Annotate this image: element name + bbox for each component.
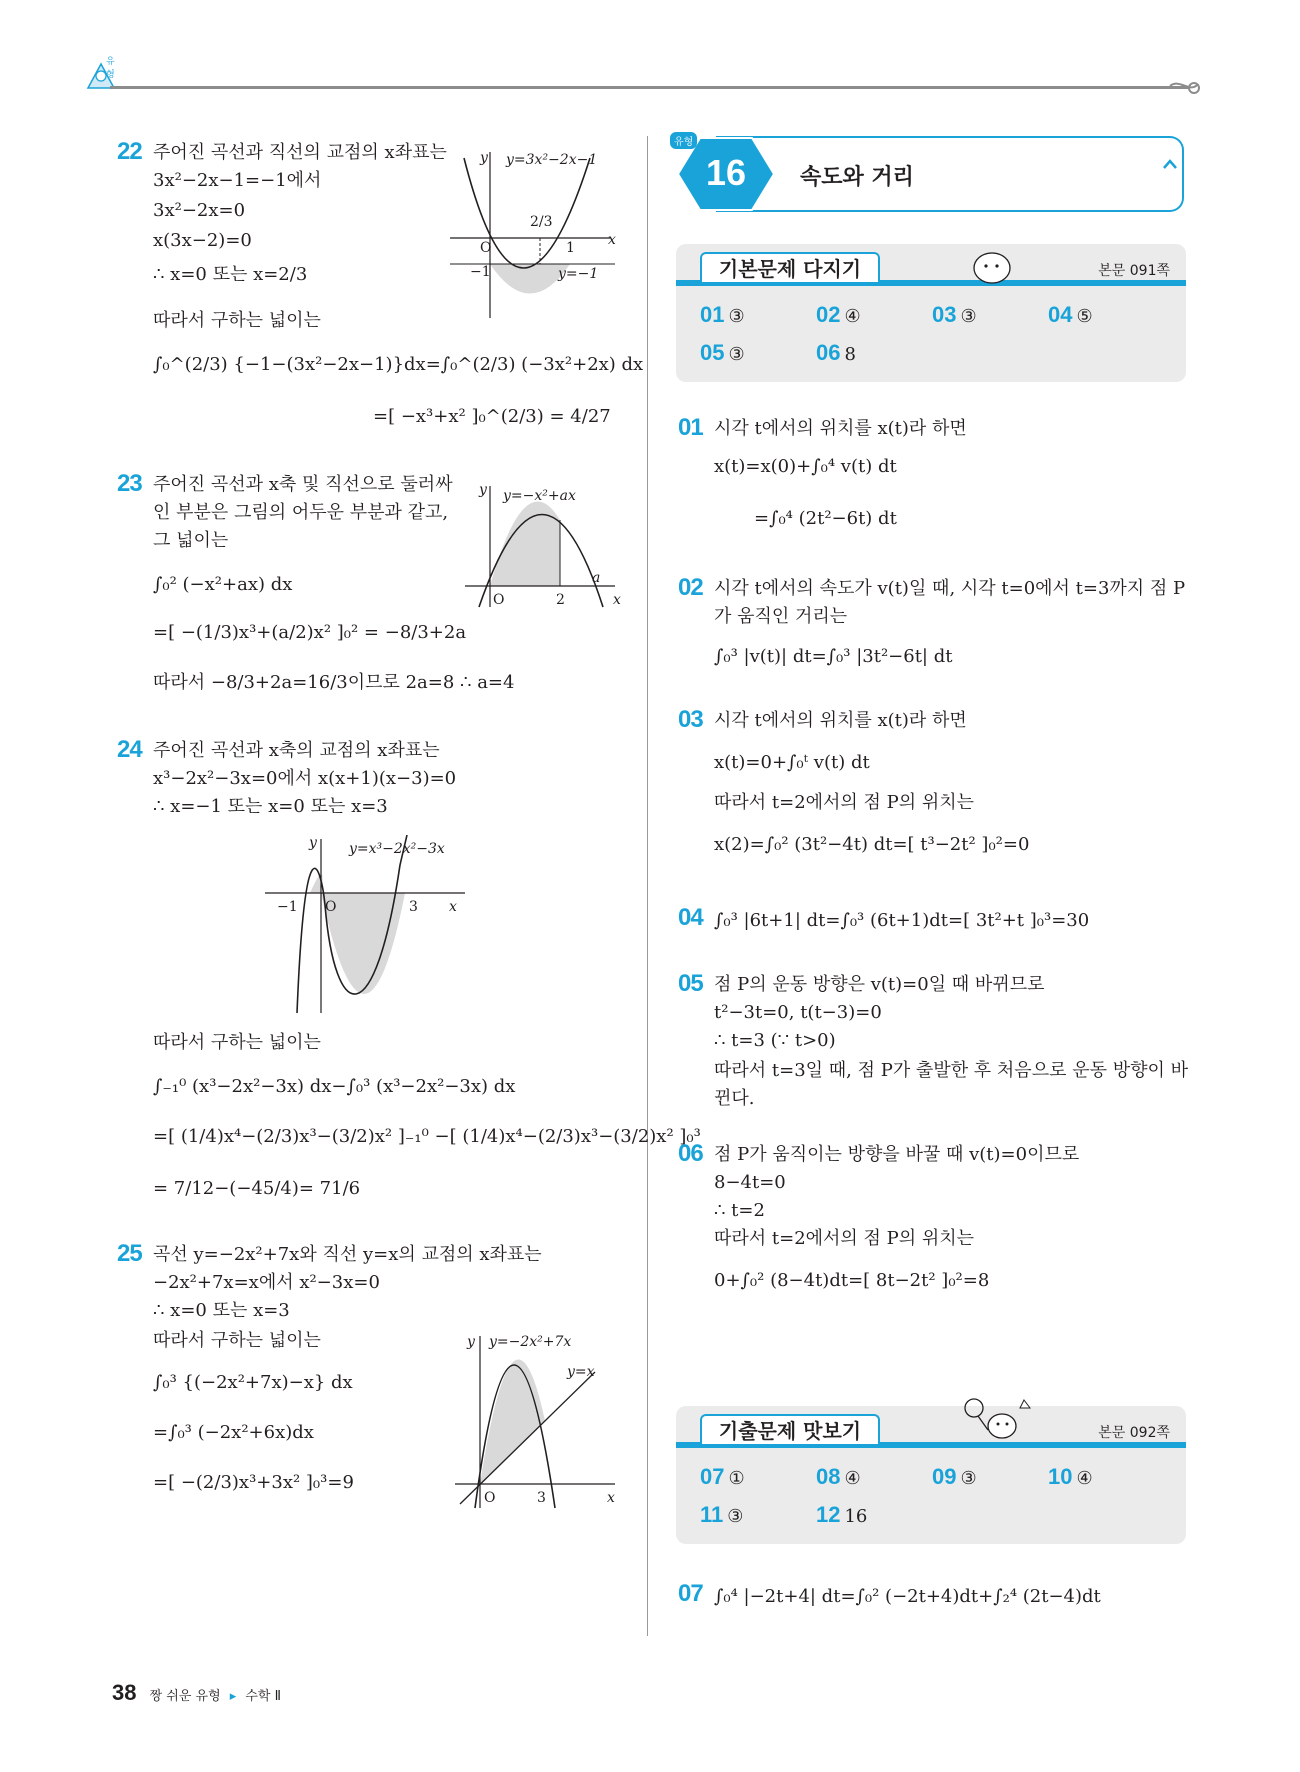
answer-value: ③ (960, 306, 977, 327)
header-rule (110, 86, 1190, 89)
caret-up-icon (1162, 158, 1178, 170)
y-axis-label: y (480, 150, 488, 166)
text-line: 따라서 t=2에서의 점 P의 위치는 (714, 792, 975, 813)
origin-label: O (484, 1490, 496, 1506)
text-line: ∫₀^(2/3) {−1−(3x²−2x−1)}dx=∫₀^(2/3) (−3x²+2x) dx (153, 354, 644, 375)
text-line: 시각 t에서의 위치를 x(t)라 하면 (714, 418, 967, 439)
answer-item (932, 302, 977, 328)
solution-05 (678, 970, 1198, 1120)
origin-label: O (493, 592, 505, 608)
answer-value: 8 (844, 344, 856, 365)
text-line: 시각 t에서의 위치를 x(t)라 하면 (714, 710, 967, 731)
text-line: 따라서 구하는 넓이는 (153, 1330, 321, 1351)
x-axis-label: x (607, 1490, 615, 1506)
header-logo-text: 유형 (106, 57, 115, 80)
past-page-ref: 본문 092쪽 (1098, 1425, 1170, 1441)
line-label: y=x (567, 1364, 595, 1380)
text-line: 따라서 t=2에서의 점 P의 위치는 (714, 1228, 975, 1249)
answer-value: ④ (844, 306, 861, 327)
tick-label: 3 (537, 1490, 546, 1506)
solution-06 (678, 1140, 1198, 1300)
text-line: x³−2x²−3x=0에서 x(x+1)(x−3)=0 (153, 768, 457, 789)
section-title-frame (716, 136, 1184, 212)
text-line: =∫₀³ (−2x²+6x)dx (153, 1422, 314, 1443)
answer-item (1048, 1464, 1093, 1490)
basic-page-ref: 본문 091쪽 (1098, 263, 1170, 279)
text-line: x(2)=∫₀² (3t²−4t) dt=[ t³−2t² ]₀²=0 (714, 834, 1030, 855)
answer-item (700, 1464, 745, 1490)
problem-number: 05 (678, 970, 703, 997)
problem-number: 06 (678, 1140, 703, 1167)
text-line: 주어진 곡선과 x축의 교점의 x좌표는 (153, 740, 440, 761)
tick-label: a (592, 570, 601, 586)
text-line: = 7/12−(−45/4)= 71/6 (153, 1178, 361, 1199)
text-line: =[ −x³+x² ]₀^(2/3) = 4/27 (373, 406, 611, 427)
text-line: 주어진 곡선과 직선의 교점의 x좌표는 (153, 142, 447, 163)
solution-01 (678, 414, 1178, 534)
origin-label: O (325, 899, 337, 915)
answer-number: 08 (816, 1464, 841, 1489)
text-line: ∫₀² (−x²+ax) dx (153, 574, 293, 595)
text-line: 점 P의 운동 방향은 v(t)=0일 때 바뀌므로 (714, 974, 1045, 995)
x-axis-label: x (613, 592, 621, 608)
basic-answer-box (676, 244, 1186, 382)
answer-value: ④ (844, 1468, 861, 1489)
text-line: ∫₀³ {(−2x²+7x)−x} dx (153, 1372, 353, 1393)
y-axis-label: y (309, 835, 317, 851)
graph-22 (450, 148, 620, 323)
text-line: 따라서 구하는 넓이는 (153, 310, 321, 331)
past-answer-box (676, 1406, 1186, 1544)
graph-24 (265, 835, 465, 1015)
subject-label: 수학 Ⅱ (245, 1689, 282, 1704)
footer (112, 1680, 281, 1710)
y-axis-label: y (479, 482, 487, 498)
answer-value: ③ (960, 1468, 977, 1489)
tick-label: −1 (277, 899, 298, 915)
text-line: 8−4t=0 (714, 1172, 786, 1193)
answer-item (700, 1502, 743, 1528)
text-line: 0+∫₀² (8−4t)dt=[ 8t−2t² ]₀²=8 (714, 1270, 990, 1291)
answer-number: 11 (700, 1502, 724, 1527)
text-line: 따라서 −8/3+2a=16/3이므로 2a=8 ∴ a=4 (153, 672, 515, 693)
x-axis-label: x (449, 899, 457, 915)
answer-item (816, 1464, 861, 1490)
text-line: 점 P가 움직이는 방향을 바꿀 때 v(t)=0이므로 (714, 1144, 1080, 1165)
text-line: ∴ t=2 (714, 1200, 765, 1221)
answer-number: 09 (932, 1464, 957, 1489)
page-number: 38 (112, 1680, 137, 1705)
tick-label: −1 (470, 264, 491, 280)
mascot-icon (964, 242, 1020, 286)
graph-23 (465, 482, 625, 612)
text-line: 그 넓이는 (153, 530, 229, 551)
solution-04 (678, 904, 1198, 944)
text-line: ∴ x=−1 또는 x=0 또는 x=3 (153, 796, 388, 817)
problem-number: 22 (117, 138, 142, 165)
solution-03 (678, 706, 1198, 866)
text-line: ∫₀⁴ |−2t+4| dt=∫₀² (−2t+4)dt+∫₂⁴ (2t−4)dt (714, 1586, 1101, 1607)
solution-07 (678, 1580, 1198, 1620)
origin-label: O (480, 240, 492, 256)
text-line: 따라서 구하는 넓이는 (153, 1032, 321, 1053)
answer-number: 01 (700, 302, 725, 327)
answer-value: ④ (1076, 1468, 1093, 1489)
answer-value: ③ (727, 1506, 744, 1527)
curve-label: y=−x²+ax (503, 488, 576, 504)
text-line: ∫₀³ |6t+1| dt=∫₀³ (6t+1)dt=[ 3t²+t ]₀³=30 (714, 910, 1090, 931)
tick-label: 2 (556, 592, 565, 608)
curve-label: y=3x²−2x−1 (506, 152, 598, 168)
curve-label: y=x³−2x²−3x (349, 841, 445, 857)
answer-item (700, 340, 745, 366)
answer-value: ③ (728, 344, 745, 365)
section-header (676, 136, 1186, 212)
tick-label: 3 (409, 899, 418, 915)
section-badge-small: 유형 (670, 132, 697, 149)
book-title: 짱 쉬운 유형 (149, 1689, 221, 1704)
problem-number: 25 (117, 1240, 142, 1267)
column-divider (647, 136, 648, 1636)
text-line: ∫₋₁⁰ (x³−2x²−3x) dx−∫₀³ (x³−2x²−3x) dx (153, 1076, 516, 1097)
problem-number: 01 (678, 414, 703, 441)
text-line: 주어진 곡선과 x축 및 직선으로 둘러싸 (153, 474, 453, 495)
text-line: ∫₀³ |v(t)| dt=∫₀³ |3t²−6t| dt (714, 646, 953, 667)
answer-value: ⑤ (1076, 306, 1093, 327)
text-line: −2x²+7x=x에서 x²−3x=0 (153, 1272, 380, 1293)
chevron-right-icon: ▸ (229, 1689, 237, 1704)
text-line: =[ −(2/3)x³+3x² ]₀³=9 (153, 1472, 354, 1493)
tick-label: 1 (566, 240, 575, 256)
section-title: 속도와 거리 (800, 165, 914, 190)
answer-number: 04 (1048, 302, 1073, 327)
line-label: y=−1 (558, 266, 599, 282)
text-line: 시각 t에서의 속도가 v(t)일 때, 시각 t=0에서 t=3까지 점 P (714, 578, 1186, 599)
text-line: ∴ t=3 (∵ t>0) (714, 1030, 836, 1051)
text-line: x(t)=0+∫₀ᵗ v(t) dt (714, 752, 870, 773)
answer-number: 06 (816, 340, 841, 365)
text-line: 따라서 t=3일 때, 점 P가 출발한 후 처음으로 운동 방향이 바 (714, 1060, 1188, 1081)
text-line: t²−3t=0, t(t−3)=0 (714, 1002, 882, 1023)
answer-value: 16 (844, 1506, 868, 1527)
problem-number: 23 (117, 470, 142, 497)
y-axis-label: y (467, 1334, 475, 1350)
answer-value: ① (728, 1468, 745, 1489)
answer-item (932, 1464, 977, 1490)
text-line: 가 움직인 거리는 (714, 606, 848, 627)
answer-number: 02 (816, 302, 841, 327)
answer-item (816, 1502, 867, 1528)
text-line: =[ (1/4)x⁴−(2/3)x³−(3/2)x² ]₋₁⁰ −[ (1/4)x⁴−(2/3)x³−(3/2)x² ]₀³ (153, 1126, 701, 1147)
answer-number: 07 (700, 1464, 725, 1489)
answer-number: 12 (816, 1502, 841, 1527)
problem-number: 04 (678, 904, 703, 931)
problem-number: 03 (678, 706, 703, 733)
section-number: 16 (705, 152, 747, 193)
text-line: x(3x−2)=0 (153, 230, 252, 251)
basic-tab: 기본문제 다지기 (700, 252, 880, 282)
graph-25 (455, 1332, 625, 1512)
text-line: 3x²−2x=0 (153, 200, 246, 221)
problem-number: 07 (678, 1580, 703, 1607)
past-tab: 기출문제 맛보기 (700, 1414, 880, 1444)
curve-label: y=−2x²+7x (489, 1334, 572, 1350)
solution-02 (678, 574, 1198, 674)
answer-item (1048, 302, 1093, 328)
text-line: 곡선 y=−2x²+7x와 직선 y=x의 교점의 x좌표는 (153, 1244, 542, 1265)
answer-item (700, 302, 745, 328)
answer-number: 10 (1048, 1464, 1073, 1489)
text-line: =[ −(1/3)x³+(a/2)x² ]₀² = −8/3+2a (153, 622, 467, 643)
answer-item (816, 302, 861, 328)
text-line: 3x²−2x−1=−1에서 (153, 170, 322, 191)
problem-24 (117, 736, 617, 816)
answer-number: 03 (932, 302, 957, 327)
text-line: x(t)=x(0)+∫₀⁴ v(t) dt (714, 456, 897, 477)
text-line: =∫₀⁴ (2t²−6t) dt (754, 508, 897, 529)
text-line: 뀐다. (714, 1088, 755, 1109)
header-ribbon-icon (1168, 76, 1202, 100)
answer-number: 05 (700, 340, 725, 365)
tick-label: 2/3 (530, 214, 553, 230)
answer-item (816, 340, 856, 366)
x-axis-label: x (608, 232, 616, 248)
text-line: 인 부분은 그림의 어두운 부분과 같고, (153, 502, 449, 523)
badminton-mascot-icon (958, 1394, 1038, 1450)
text-line: ∴ x=0 또는 x=2/3 (153, 264, 308, 285)
answer-value: ③ (728, 306, 745, 327)
text-line: ∴ x=0 또는 x=3 (153, 1300, 290, 1321)
problem-number: 02 (678, 574, 703, 601)
problem-number: 24 (117, 736, 142, 763)
